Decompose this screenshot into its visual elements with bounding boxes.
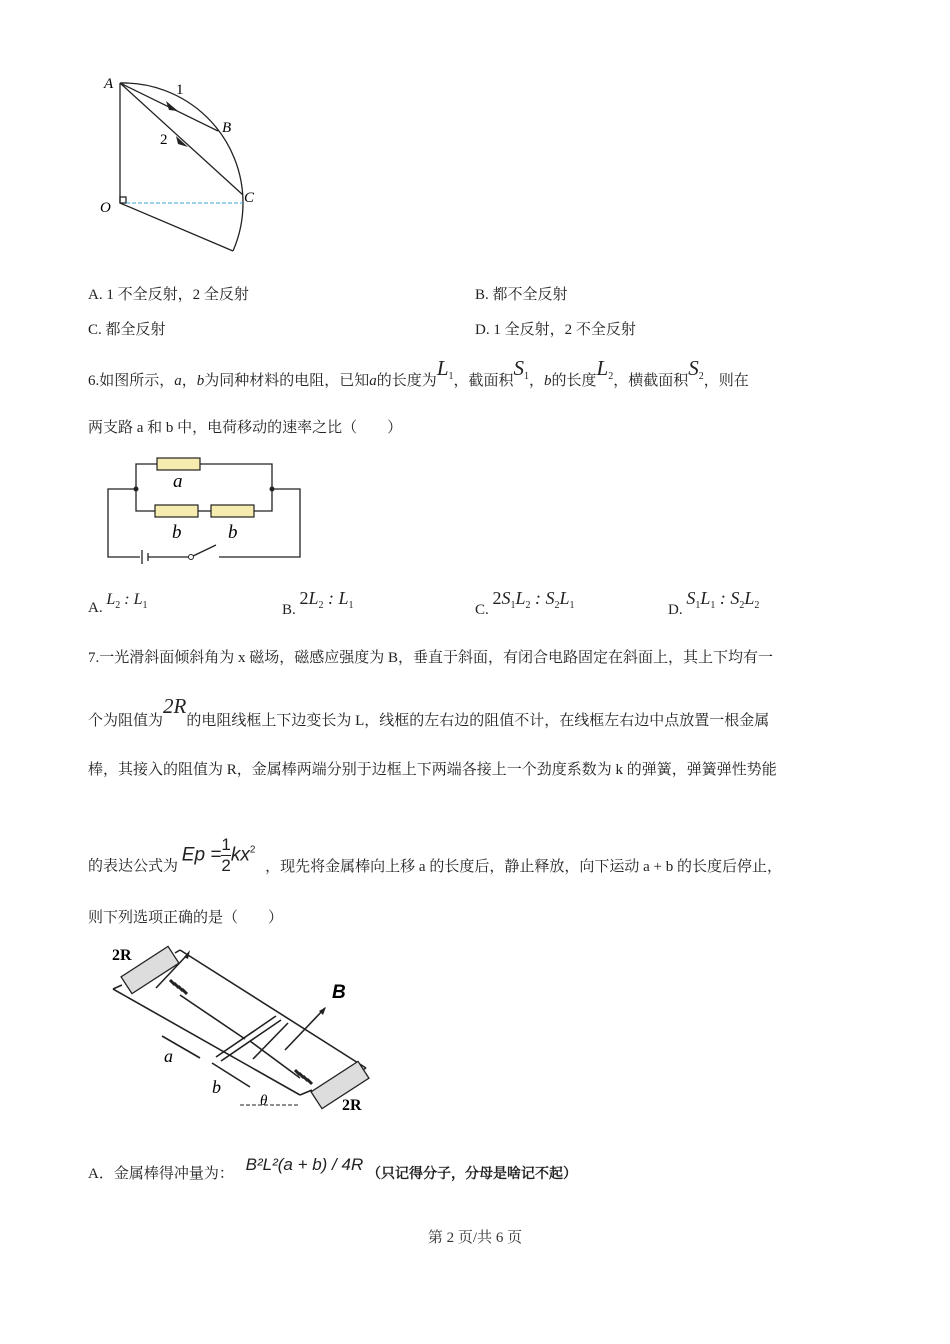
q7-stem-line1: 7.一光滑斜面倾斜角为 x 磁场，磁感应强度为 B，垂直于斜面，有闭合电路固定在斜面上，其上下均有一: [88, 650, 774, 666]
svg-text:C: C: [244, 190, 255, 206]
q6-stem-line1: 6.如图所示，a，b为同种材料的电阻，已知a的长度为$L_1$，截面积$S_1$，b的长度$L_2$，横截面积$S_2$，则在: [88, 356, 749, 389]
svg-text:b: b: [212, 1077, 221, 1097]
svg-text:2R: 2R: [342, 1097, 362, 1114]
q7-stem-line4: 的表达公式为 Ep = $\frac{1}{2}$ $kx^2$ ，现先将金属棒向上移 a 的长度后，静止释放，向下运动 a + b 的长度后停止，: [88, 835, 782, 875]
q5-option-b: B. 都不全反射: [475, 287, 568, 303]
svg-text:B: B: [222, 120, 232, 136]
svg-text:θ: θ: [260, 1093, 268, 1109]
q6-stem-line2: 两支路 a 和 b 中，电荷移动的速率之比（ ）: [88, 420, 403, 436]
svg-text:a: a: [164, 1046, 173, 1066]
svg-text:O: O: [100, 200, 111, 216]
q7-option-a: A．金属棒得冲量为： B²L²(a + b) / 4R （只记得分子，分母是啥记不起）: [88, 1155, 577, 1182]
page-number: 第 2 页/共 6 页: [427, 1230, 523, 1246]
elastic-energy-formula: Ep = $\frac{1}{2}$ $kx^2$: [181, 835, 256, 875]
q6-option-a: A. $L_2$ : $L_1$: [88, 591, 148, 616]
q6-option-b: B. $2L_2$ : $L_1$: [282, 588, 354, 618]
q7-stem-line3: 棒，其接入的阻值为 R，金属棒两端分别于边框上下两端各接上一个劲度系数为 k 的弹簧，弹簧弹性势能: [88, 762, 777, 778]
svg-text:a: a: [173, 471, 183, 492]
svg-text:b: b: [228, 522, 238, 543]
q5-option-a: A. 1 不全反射，2 全反射: [88, 287, 249, 303]
svg-text:2R: 2R: [112, 947, 132, 964]
q5-option-d: D. 1 全反射，2 不全反射: [475, 322, 636, 338]
q7-stem-line5: 则下列选项正确的是（ ）: [88, 910, 284, 926]
impulse-formula: B²L²(a + b) / 4R: [245, 1155, 364, 1174]
q5-reflection-figure: [90, 60, 290, 260]
svg-text:2: 2: [160, 132, 168, 148]
svg-text:B: B: [332, 982, 346, 1003]
q5-option-c: C. 都全反射: [88, 322, 166, 338]
q7-incline-figure: [100, 935, 390, 1120]
label-a: A: [104, 76, 114, 92]
svg-text:b: b: [172, 522, 182, 543]
q6-option-c: C. $2S_1L_2$ : $S_2L_1$: [475, 588, 575, 618]
note-text: （只记得分子，分母是啥记不起）: [366, 1166, 577, 1182]
svg-text:1: 1: [176, 82, 184, 98]
q6-circuit-figure: [95, 450, 315, 575]
q6-option-d: D. $S_1L_1$ : $S_2L_2$: [668, 588, 760, 618]
q7-stem-line2: 个为阻值为2R的电阻线框上下边变长为 L，线框的左右边的阻值不计，在线框左右边中点放置一根金属: [88, 694, 770, 729]
